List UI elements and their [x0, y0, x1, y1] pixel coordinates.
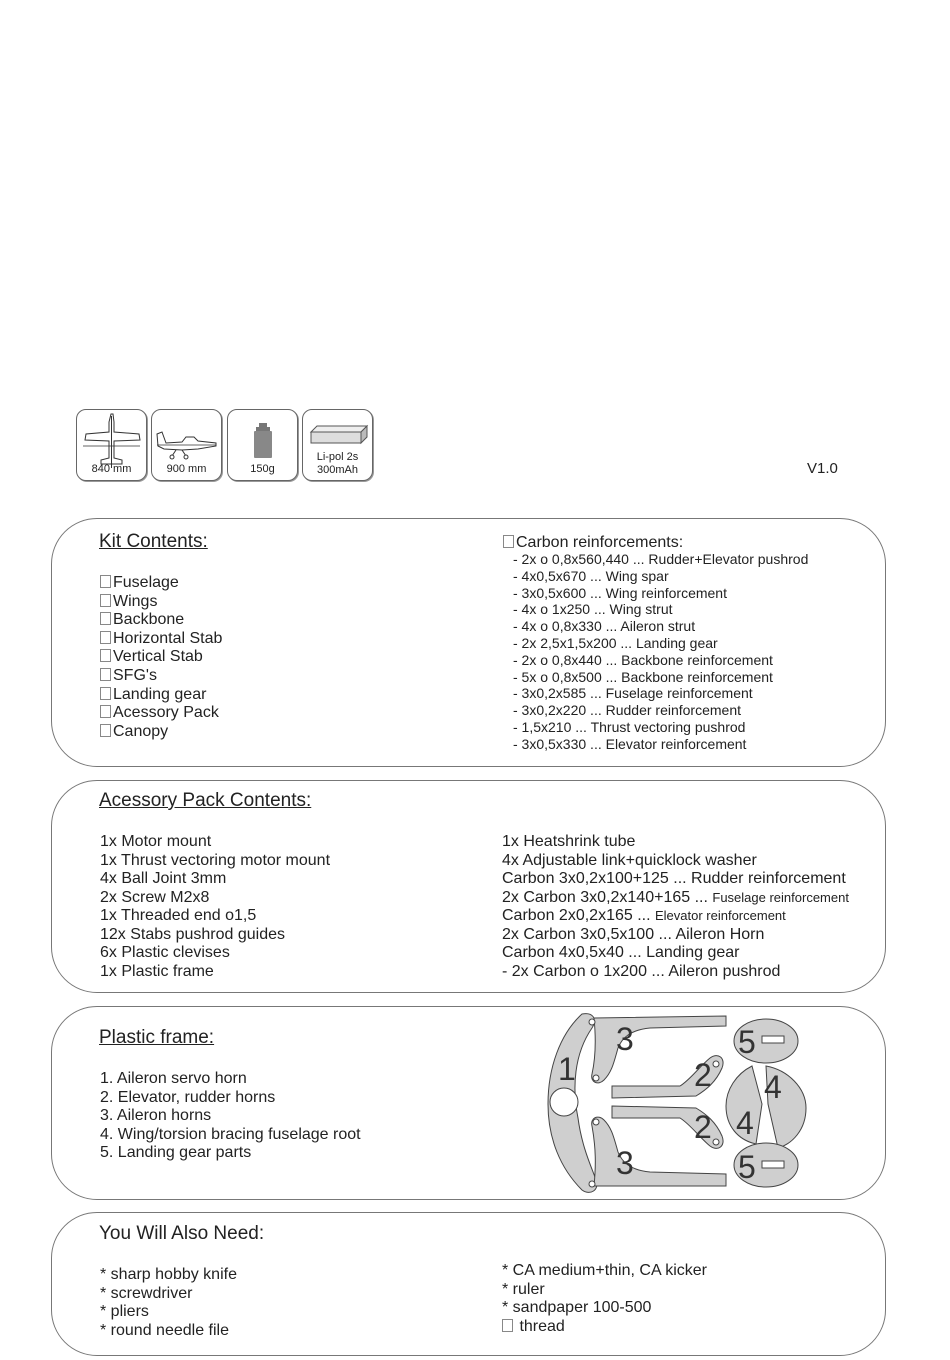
list-item: Carbon 4x0,5x40 ... Landing gear — [502, 944, 740, 961]
checkbox-icon — [100, 687, 111, 700]
list-item: 2x Carbon 3x0,5x100 ... Aileron Horn — [502, 925, 765, 943]
version-label: V1.0 — [807, 460, 838, 477]
list-item: - 1,5x210 ... Thrust vectoring pushrod — [513, 718, 746, 735]
checkbox-icon — [100, 594, 111, 607]
list-item: 1x Motor mount — [100, 833, 212, 850]
list-item: * round needle file — [100, 1321, 229, 1339]
list-item: * sharp hobby knife — [100, 1266, 237, 1283]
list-item: - 2x 2,5x1,5x200 ... Landing gear — [513, 634, 718, 651]
list-item: Vertical Stab — [100, 648, 222, 667]
list-item: - 5x o 0,8x500 ... Backbone reinforcement — [513, 668, 773, 685]
list-item: - 4x0,5x670 ... Wing spar — [513, 567, 669, 584]
also-need-title: You Will Also Need: — [99, 1223, 265, 1244]
part-label-1: 1 — [558, 1051, 576, 1087]
kit-contents-title: Kit Contents: — [99, 531, 208, 552]
kit-contents-box — [51, 518, 886, 767]
checkbox-icon — [100, 705, 111, 718]
spec-weight-label: 150g — [250, 463, 275, 475]
list-item: 1x Threaded end o1,5 — [100, 907, 257, 924]
list-item: 3. Aileron horns — [100, 1107, 212, 1124]
list-item: * screwdriver — [100, 1284, 193, 1302]
accessory-title: Acessory Pack Contents: — [99, 790, 312, 811]
spec-battery-capacity: 300mAh — [317, 464, 358, 476]
list-item: - 2x o 0,8x560,440 ... Rudder+Elevator pushrod — [513, 551, 809, 567]
list-item: SFG's — [100, 667, 222, 686]
checkbox-icon — [503, 535, 514, 548]
checkbox-icon — [100, 724, 111, 737]
list-item: 1x Heatshrink tube — [502, 833, 636, 850]
accessory-pack-box — [51, 780, 886, 993]
list-item: Carbon 2x0,2x165 ... Elevator reinforcement — [502, 907, 786, 924]
list-item: * CA medium+thin, CA kicker — [502, 1262, 707, 1279]
list-item: 5. Landing gear parts — [100, 1144, 252, 1161]
list-item: Canopy — [100, 723, 222, 742]
list-item: Carbon 3x0,2x100+125 ... Rudder reinforcement — [502, 870, 846, 887]
list-item: Horizontal Stab — [100, 630, 222, 649]
mount-hole — [550, 1088, 578, 1116]
list-item: Wings — [100, 593, 222, 612]
list-item: - 3x0,5x330 ... Elevator reinforcement — [513, 735, 747, 752]
list-item: Fuselage — [100, 574, 222, 593]
list-item: Backbone — [100, 611, 222, 630]
list-item: Landing gear — [100, 686, 222, 705]
list-item: - 2x o 0,8x440 ... Backbone reinforcement — [513, 651, 773, 668]
list-item: 2x Carbon 3x0,2x140+165 ... Fuselage reinforcement — [502, 888, 849, 906]
spec-weight — [227, 409, 298, 481]
also-need-box — [51, 1212, 886, 1356]
checkbox-icon — [502, 1319, 513, 1332]
list-item: 12x Stabs pushrod guides — [100, 925, 286, 943]
part-label-2-top: 2 — [694, 1057, 712, 1093]
part-label-4-top: 4 — [764, 1069, 782, 1105]
list-item: 6x Plastic clevises — [100, 944, 230, 961]
checkbox-icon — [100, 668, 111, 681]
spec-wingspan — [76, 409, 147, 481]
list-item: - 3x0,2x220 ... Rudder reinforcement — [513, 702, 742, 719]
list-item: thread — [502, 1318, 707, 1337]
spec-length-label: 900 mm — [166, 463, 207, 475]
checkbox-icon — [100, 612, 111, 625]
spec-wingspan-label: 840 mm — [91, 463, 132, 475]
carbon-items-list — [513, 551, 808, 753]
part-label-3-top: 3 — [616, 1021, 634, 1057]
list-item: * pliers — [100, 1303, 149, 1320]
also-need-left-list — [100, 1266, 237, 1340]
part-label-4-bottom: 4 — [736, 1105, 754, 1141]
accessory-left-list — [100, 833, 330, 981]
plastic-title: Plastic frame: — [99, 1027, 215, 1048]
list-item: - 4x o 1x250 ... Wing strut — [513, 601, 673, 618]
also-need-right-list — [502, 1262, 707, 1336]
part-label-3-bottom: 3 — [616, 1145, 634, 1181]
kit-items-list — [100, 574, 222, 741]
list-item: 4x Adjustable link+quicklock washer — [502, 851, 757, 869]
list-item: 1. Aileron servo horn — [100, 1070, 247, 1087]
list-item: 2x Screw M2x8 — [100, 888, 210, 906]
part-label-5-bottom: 5 — [738, 1149, 756, 1185]
list-item: 1x Plastic frame — [100, 962, 214, 980]
list-item: 1x Thrust vectoring motor mount — [100, 851, 331, 869]
plastic-items-list — [100, 1070, 361, 1163]
list-item: 4. Wing/torsion bracing fuselage root — [100, 1125, 361, 1143]
accessory-right-list — [502, 833, 849, 981]
list-item: 2. Elevator, rudder horns — [100, 1088, 276, 1106]
list-item: * ruler — [502, 1280, 545, 1298]
part-label-2-bottom: 2 — [694, 1109, 712, 1145]
checkbox-icon — [100, 631, 111, 644]
list-item: - 4x o 0,8x330 ... Aileron strut — [513, 618, 696, 635]
list-item: - 3x0,2x585 ... Fuselage reinforcement — [513, 685, 753, 702]
checkbox-icon — [100, 575, 111, 588]
list-item: - 2x Carbon o 1x200 ... Aileron pushrod — [502, 962, 781, 980]
plastic-frame-diagram — [530, 1008, 820, 1198]
spec-battery — [302, 409, 373, 481]
spec-length — [151, 409, 222, 481]
list-item: Acessory Pack — [100, 704, 222, 723]
list-item: - 3x0,5x600 ... Wing reinforcement — [513, 584, 727, 601]
carbon-title: Carbon reinforcements: — [503, 534, 683, 552]
list-item: 4x Ball Joint 3mm — [100, 870, 227, 887]
checkbox-icon — [100, 649, 111, 662]
part-label-5-top: 5 — [738, 1024, 756, 1060]
spec-battery-label: Li-pol 2s — [316, 451, 359, 463]
list-item: * sandpaper 100-500 — [502, 1299, 652, 1316]
